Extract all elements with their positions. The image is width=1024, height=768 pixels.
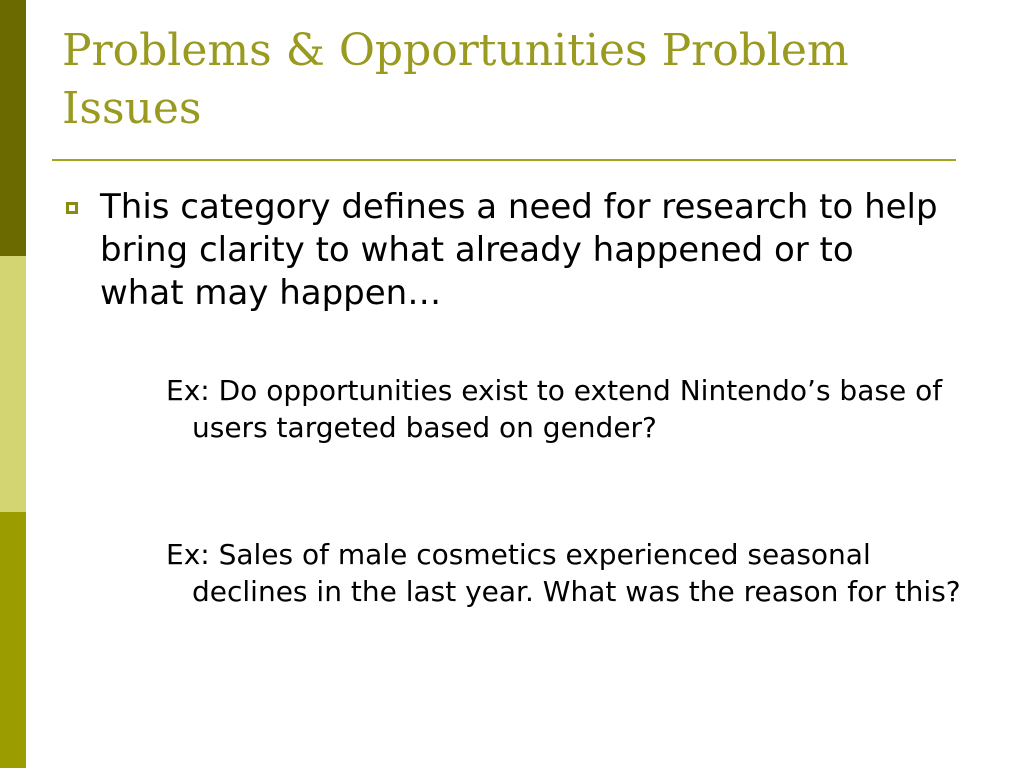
slide-title: Problems & Opportunities Problem Issues [62, 25, 849, 134]
bullet-item [66, 186, 946, 315]
bullet-text: This category defines a need for research to help bring clarity to what already happened or to what may happen… [100, 187, 938, 313]
hollow-square-bullet-icon [66, 202, 78, 214]
example-1-text: Ex: Do opportunities exist to extend Nintendo’s base of users targeted based on gender? [166, 374, 943, 444]
sidebar-dark-segment [0, 0, 26, 256]
sidebar-medium-segment [0, 512, 26, 768]
title-divider [52, 159, 956, 161]
sidebar-light-segment [0, 256, 26, 512]
example-2-text: Ex: Sales of male cosmetics experienced seasonal declines in the last year. What was the reason for this? [166, 538, 961, 608]
